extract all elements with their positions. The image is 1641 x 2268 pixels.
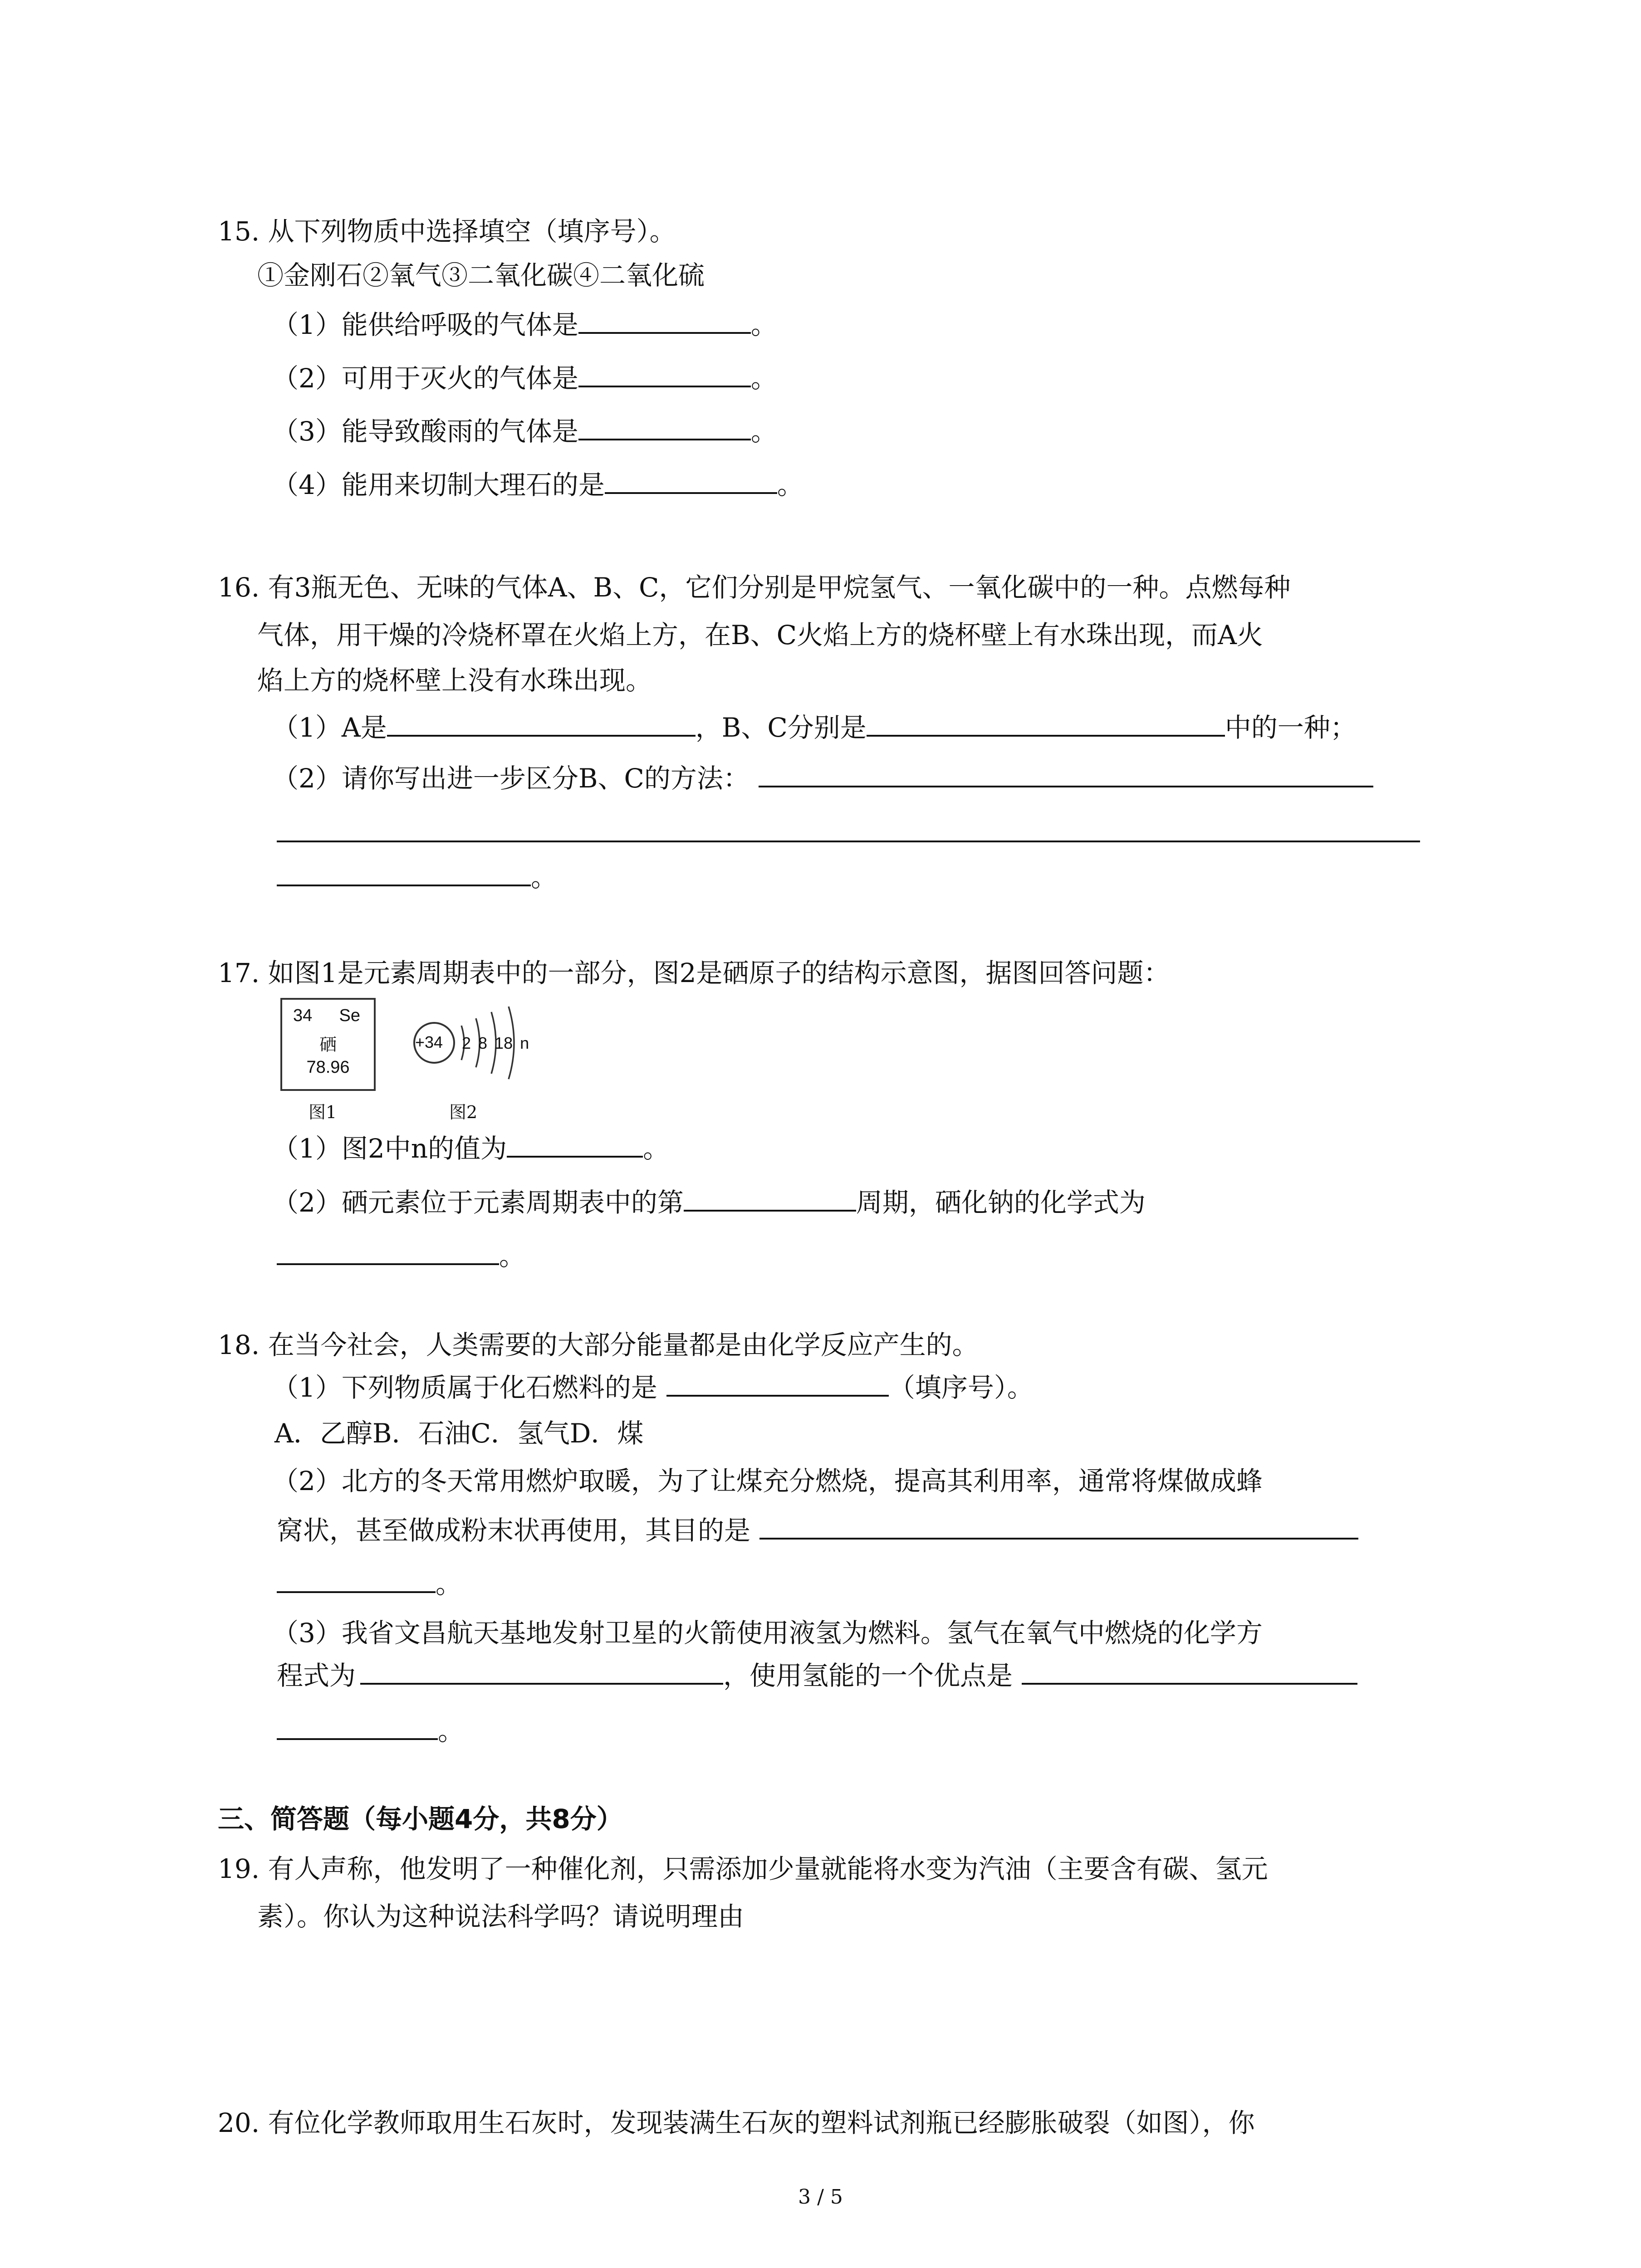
q18-sub3-blank1[interactable]: [360, 1656, 723, 1685]
q18-sub2-line1: （2）北方的冬天常用燃炉取暖，为了让煤充分燃烧，提高其利用率，通常将煤做成蜂: [272, 1466, 1263, 1496]
q18-sub2-line2: [277, 1510, 1358, 1547]
q16-sub1-blank1[interactable]: [387, 708, 696, 737]
element-number: 34: [293, 1006, 313, 1025]
q18-sub2-blank-line2[interactable]: [277, 1564, 436, 1593]
q15-options: ①金刚石②氧气③二氧化碳④二氧化硫: [257, 260, 705, 291]
end-mark: 。: [438, 1716, 465, 1746]
q16-sub2-blank-line1[interactable]: [759, 758, 1373, 787]
q15-sub1: [272, 305, 777, 341]
end-mark: 。: [436, 1569, 462, 1599]
q17-sub1-blank[interactable]: [507, 1129, 643, 1158]
q17-sub1: [272, 1129, 669, 1165]
q16-sub1-c: 中的一种；: [1225, 712, 1357, 743]
end-mark: 。: [750, 309, 777, 340]
q17-fig1-caption: 图1: [309, 1102, 337, 1122]
q15-sub4-text: （4）能用来切制大理石的是: [272, 469, 605, 500]
q17-sub2-blank1[interactable]: [684, 1183, 856, 1212]
q15-stem: 15. 从下列物质中选择填空（填序号）。: [218, 216, 676, 247]
section-heading: 三、简答题（每小题4分，共8分）: [218, 1804, 623, 1834]
q16-sub2-text: （2）请你写出进一步区分B、C的方法：: [272, 763, 749, 794]
electron-counts: 2 8 18 n: [462, 1034, 529, 1052]
q19-line1: 19. 有人声称，他发明了一种催化剂，只需添加少量就能将水变为汽油（主要含有碳、氢元: [218, 1853, 1268, 1884]
nucleus-charge: +34: [415, 1033, 443, 1051]
end-mark: 。: [643, 1133, 670, 1164]
q18-sub3-tail: [277, 1711, 464, 1747]
q18-sub2-blank-line1[interactable]: [759, 1510, 1358, 1540]
end-mark: 。: [777, 469, 803, 500]
q16-stem-line3: 焰上方的烧杯壁上没有水珠出现。: [257, 665, 652, 696]
q15-sub3: [272, 411, 777, 448]
q16-sub1-blank2[interactable]: [867, 708, 1225, 737]
q18-sub3-line1: （3）我省文昌航天基地发射卫星的火箭使用液氢为燃料。氢气在氧气中燃烧的化学方: [272, 1618, 1263, 1648]
q17-sub2-a: （2）硒元素位于元素周期表中的第: [272, 1187, 684, 1218]
q17-sub2-blank2[interactable]: [277, 1236, 499, 1265]
q17-sub2: [272, 1183, 1146, 1219]
q17-fig2-caption: 图2: [449, 1102, 478, 1122]
q18-sub1: [272, 1368, 1034, 1404]
q16-stem-line1: 16. 有3瓶无色、无味的气体A、B、C，它们分别是甲烷氢气、一氧化碳中的一种。点燃每种: [218, 572, 1291, 603]
q16-sub1-b: ，B、C分别是: [695, 712, 867, 743]
q19-line2: 素）。你认为这种说法科学吗？请说明理由: [257, 1901, 745, 1932]
q18-stem: 18. 在当今社会，人类需要的大部分能量都是由化学反应产生的。: [218, 1330, 979, 1360]
q18-sub3-blank2[interactable]: [1022, 1656, 1357, 1685]
q18-sub3-blank3[interactable]: [277, 1711, 438, 1740]
q15-sub3-blank[interactable]: [578, 411, 751, 440]
q18-sub3-b: ，使用氢能的一个优点是: [723, 1660, 1013, 1691]
element-mass: 78.96: [306, 1058, 350, 1077]
q15-sub4: [272, 465, 803, 501]
q17-figure-1: [280, 998, 376, 1091]
end-mark: 。: [750, 363, 777, 394]
q16-stem-line2: 气体，用干燥的冷烧杯罩在火焰上方，在B、C火焰上方的烧杯壁上有水珠出现，而A火: [257, 620, 1263, 650]
q18-choices: A．乙醇B．石油C．氢气D．煤: [274, 1418, 644, 1449]
q15-sub2-text: （2）可用于灭火的气体是: [272, 363, 578, 394]
q17-stem: 17. 如图1是元素周期表中的一部分，图2是硒原子的结构示意图，据图回答问题：: [218, 958, 1170, 988]
q15-sub2: [272, 358, 777, 395]
q18-sub1-b: （填序号）。: [888, 1372, 1034, 1403]
q16-sub1-a: （1）A是: [272, 712, 387, 743]
q17-sub2-tail: [277, 1236, 525, 1272]
q18-sub2-text: 窝状，甚至做成粉末状再使用，其目的是: [277, 1515, 751, 1546]
q17-sub1-text: （1）图2中n的值为: [272, 1133, 507, 1164]
q18-sub2-tail: [277, 1564, 462, 1600]
element-symbol: Se: [339, 1006, 360, 1025]
q16-sub2: [272, 758, 1373, 795]
q18-sub1-a: （1）下列物质属于化石燃料的是: [272, 1372, 657, 1403]
q18-sub3-a: 程式为: [277, 1660, 356, 1691]
q16-sub2-tail: [277, 857, 557, 894]
q15-sub4-blank[interactable]: [605, 465, 777, 494]
q20-line1: 20. 有位化学教师取用生石灰时，发现装满生石灰的塑料试剂瓶已经膨胀破裂（如图），你: [218, 2107, 1255, 2138]
q17-figure-2: [411, 996, 547, 1091]
q18-sub3-line2: [277, 1656, 1357, 1692]
q16-sub1: [272, 708, 1357, 744]
element-name: 硒: [319, 1035, 337, 1055]
q16-sub2-blank-line3[interactable]: [277, 857, 531, 886]
q15-sub1-text: （1）能供给呼吸的气体是: [272, 309, 578, 340]
q15-sub3-text: （3）能导致酸雨的气体是: [272, 416, 578, 447]
q15-sub1-blank[interactable]: [578, 305, 751, 334]
q17-sub2-b: 周期，硒化钠的化学式为: [856, 1187, 1146, 1218]
q18-sub1-blank[interactable]: [666, 1368, 889, 1397]
page-number: 3 / 5: [798, 2185, 843, 2209]
q15-sub2-blank[interactable]: [578, 358, 751, 387]
end-mark: 。: [499, 1241, 526, 1271]
end-mark: 。: [531, 862, 558, 893]
end-mark: 。: [750, 416, 777, 447]
q16-sub2-blank-line2[interactable]: [277, 841, 1420, 842]
